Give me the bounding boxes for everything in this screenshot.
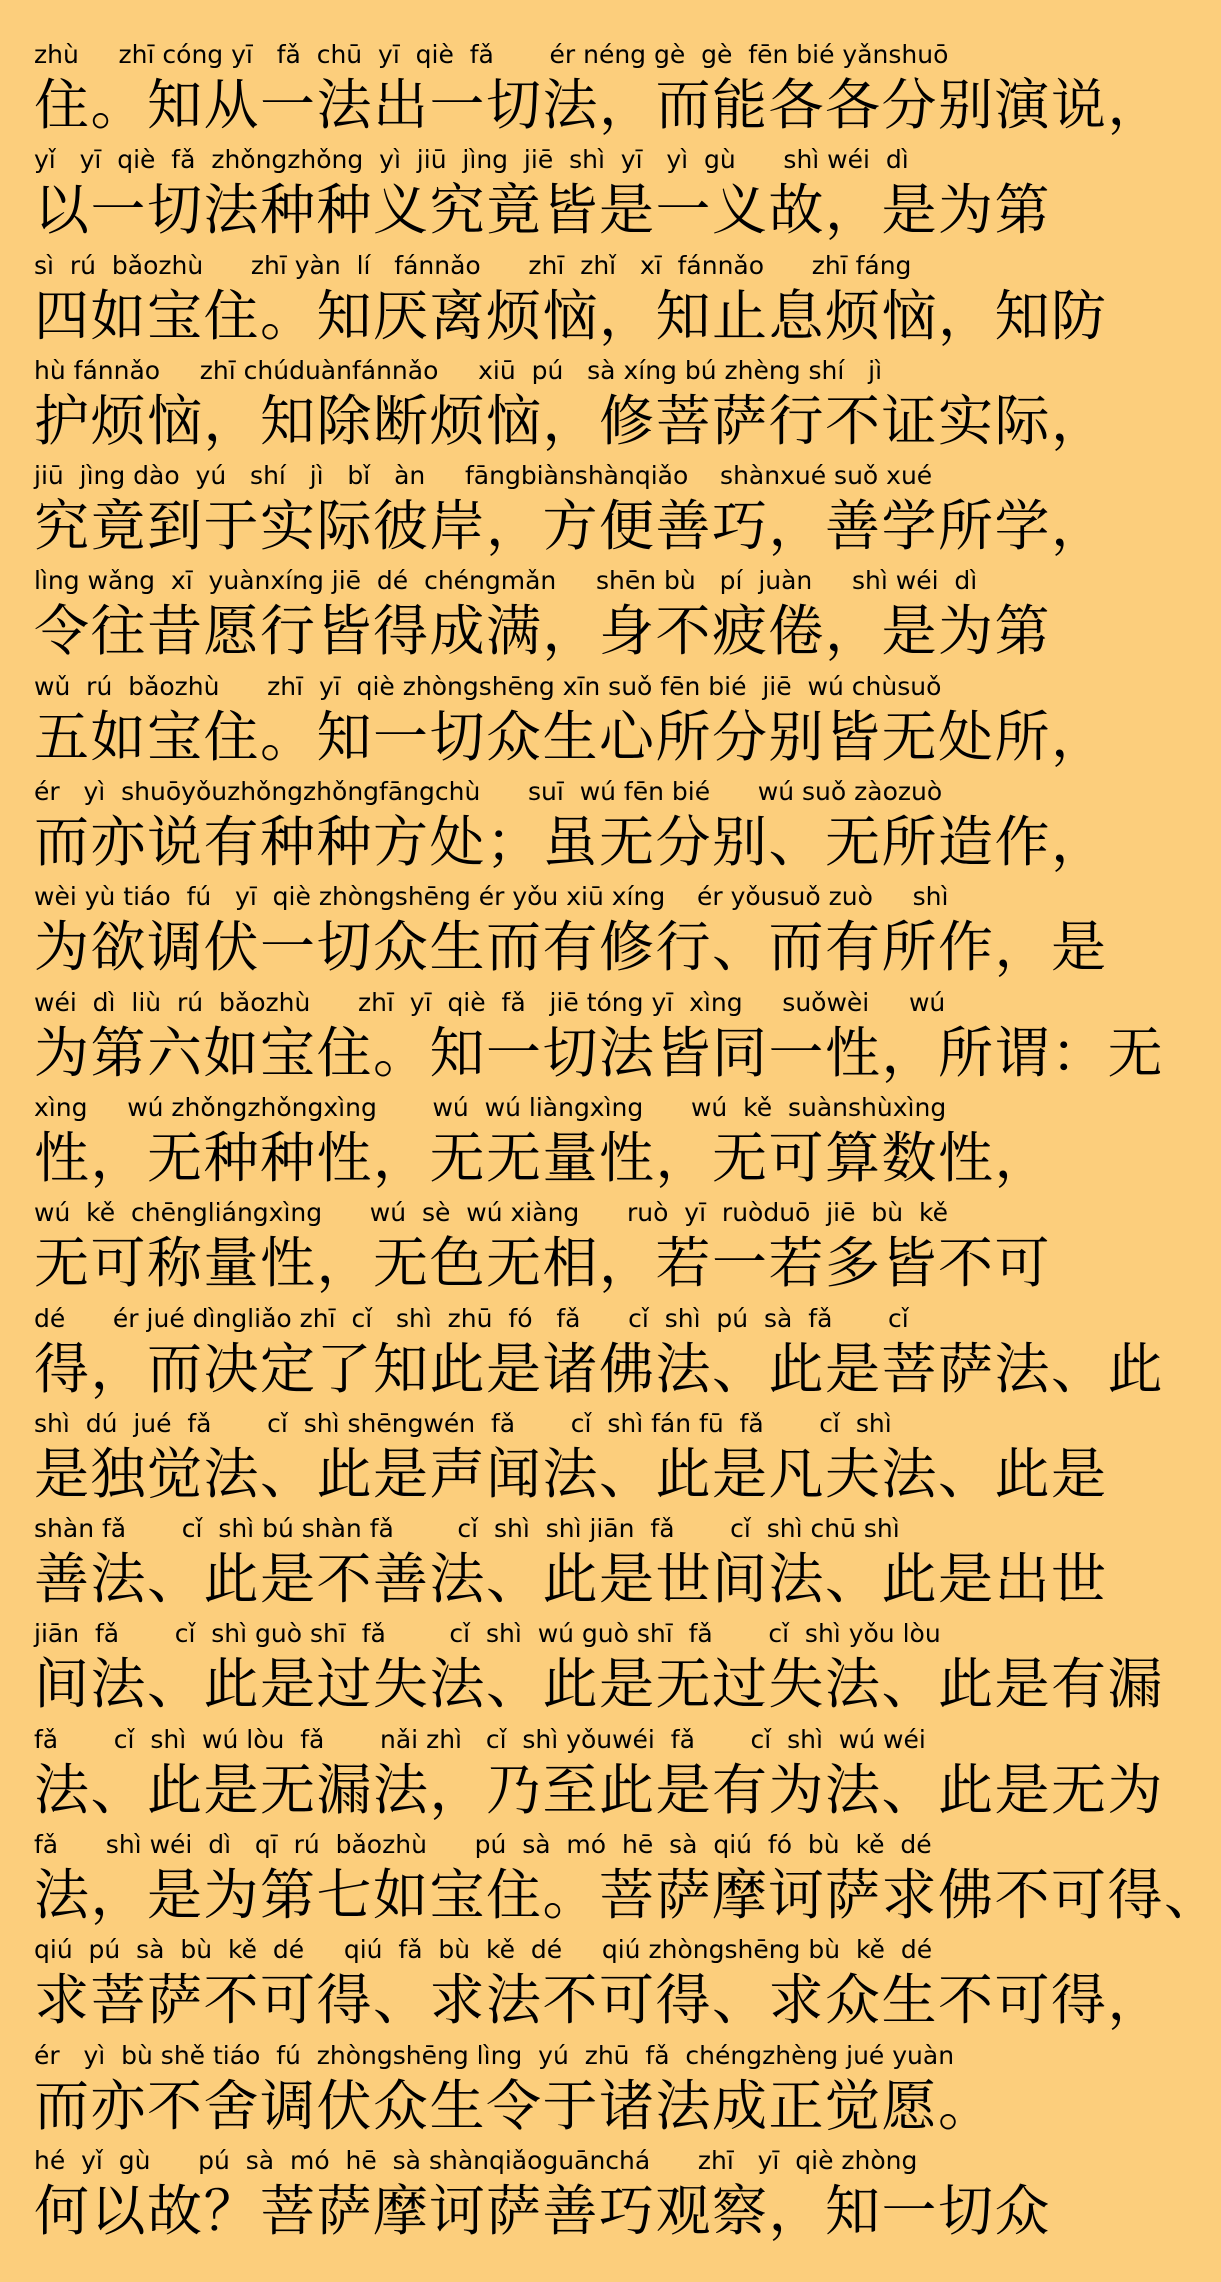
pinyin-line: wǔ rú bǎozhù zhī yī qiè zhòngshēng xīn suǒ fēn bié jiē wú chùsuǒ — [34, 671, 942, 701]
text-line-17 — [34, 1723, 1165, 1828]
hanzi-line: 究竟到于实际彼岸，方便善巧，善学所学， — [34, 494, 1108, 559]
pinyin-line: wéi dì liù rú bǎozhù zhī yī qiè fǎ jiē tóng yī xìng suǒwèi wú — [34, 987, 946, 1017]
hanzi-line: 为第六如宝住。知一切法皆同一性，所谓：无 — [34, 1020, 1165, 1085]
text-line-21 — [34, 2144, 1050, 2249]
pinyin-line: lìng wǎng xī yuànxíng jiē dé chéngmǎn shēn bù pí juàn shì wéi dì — [34, 566, 978, 596]
text-line-1 — [34, 38, 1165, 143]
text-line-2 — [34, 143, 1050, 248]
hanzi-line: 求菩萨不可得、求法不可得、求众生不可得， — [34, 1968, 1165, 2033]
hanzi-line: 而亦不舍调伏众生令于诸法成正觉愿。 — [34, 2073, 995, 2138]
hanzi-line: 住。知从一法出一切法，而能各各分别演说， — [34, 73, 1165, 137]
text-line-9 — [34, 880, 1108, 985]
text-line-13 — [34, 1302, 1165, 1407]
text-line-10 — [34, 986, 1165, 1091]
hanzi-line: 而亦说有种种方处；虽无分别、无所造作， — [34, 810, 1108, 875]
hanzi-line: 善法、此是不善法、此是世间法、此是出世 — [34, 1547, 1108, 1612]
hanzi-line: 为欲调伏一切众生而有修行、而有所作，是 — [34, 915, 1108, 980]
hanzi-line: 护烦恼，知除断烦恼，修菩萨行不证实际， — [34, 388, 1108, 453]
pinyin-line: dé ér jué dìngliǎo zhī cǐ shì zhū fó fǎ cǐ shì pú sà fǎ cǐ — [34, 1303, 909, 1333]
pinyin-line: zhù zhī cóng yī fǎ chū yī qiè fǎ ér néng gè gè fēn bié yǎnshuō — [34, 40, 949, 69]
pinyin-line: shàn fǎ cǐ shì bú shàn fǎ cǐ shì shì jiān fǎ cǐ shì chū shì — [34, 1514, 900, 1544]
pinyin-line: shì dú jué fǎ cǐ shì shēngwén fǎ cǐ shì fán fū fǎ cǐ shì — [34, 1408, 892, 1438]
text-line-6 — [34, 564, 1050, 669]
text-line-8 — [34, 775, 1108, 880]
pinyin-line: qiú pú sà bù kě dé qiú fǎ bù kě dé qiú zhòngshēng bù kě dé — [34, 1935, 933, 1965]
text-line-15 — [34, 1512, 1108, 1617]
hanzi-line: 令往昔愿行皆得成满，身不疲倦，是为第 — [34, 599, 1052, 664]
pinyin-line: hé yǐ gù pú sà mó hē sà shànqiǎoguānchá zhī yī qiè zhòng — [34, 2145, 918, 2175]
pinyin-line: wèi yù tiáo fú yī qiè zhòngshēng ér yǒu xiū xíng ér yǒusuǒ zuò shì — [34, 882, 949, 912]
hanzi-line: 法，是为第七如宝住。菩萨摩诃萨求佛不可得、 — [34, 1863, 1221, 1928]
pinyin-line: jiān fǎ cǐ shì guò shī fǎ cǐ shì wú guò shī fǎ cǐ shì yǒu lòu — [34, 1619, 941, 1649]
text-line-5 — [34, 459, 1108, 564]
text-line-16 — [34, 1617, 1165, 1722]
text-line-3 — [34, 249, 1108, 354]
pinyin-line: sì rú bǎozhù zhī yàn lí fánnǎo zhī zhǐ xī fánnǎo zhī fáng — [34, 250, 912, 280]
pinyin-line: xìng wú zhǒngzhǒngxìng wú wú liàngxìng wú kě suànshùxìng — [34, 1092, 947, 1122]
hanzi-line: 何以故？菩萨摩诃萨善巧观察，知一切众 — [34, 2178, 1052, 2243]
hanzi-line: 以一切法种种义究竟皆是一义故，是为第 — [34, 178, 1052, 243]
pinyin-line: yǐ yī qiè fǎ zhǒngzhǒng yì jiū jìng jiē shì yī yì gù shì wéi dì — [34, 145, 909, 175]
pinyin-line: ér yì bù shě tiáo fú zhòngshēng lìng yú zhū fǎ chéngzhèng jué yuàn — [34, 2040, 955, 2070]
text-line-11 — [34, 1091, 1050, 1196]
pinyin-line: wú kě chēngliángxìng wú sè wú xiàng ruò yī ruòduō jiē bù kě — [34, 1198, 948, 1228]
text-line-7 — [34, 670, 1108, 775]
hanzi-line: 间法、此是过失法、此是无过失法、此是有漏 — [34, 1652, 1165, 1717]
hanzi-line: 五如宝住。知一切众生心所分别皆无处所， — [34, 704, 1108, 769]
pinyin-line: jiū jìng dào yú shí jì bǐ àn fāngbiànshànqiǎo shànxué suǒ xué — [34, 461, 933, 491]
text-line-4 — [34, 354, 1108, 459]
pinyin-line: fǎ shì wéi dì qī rú bǎozhù pú sà mó hē sà qiú fó bù kě dé — [34, 1830, 932, 1860]
scripture-text — [34, 38, 1221, 2249]
text-line-20 — [34, 2039, 1050, 2144]
pinyin-line: ér yì shuōyǒuzhǒngzhǒngfāngchù suī wú fēn bié wú suǒ zàozuò — [34, 777, 943, 807]
hanzi-line: 得，而决定了知此是诸佛法、此是菩萨法、此 — [34, 1336, 1165, 1401]
text-line-12 — [34, 1196, 1050, 1301]
hanzi-line: 无可称量性，无色无相，若一若多皆不可 — [34, 1231, 1052, 1296]
text-line-18 — [34, 1828, 1221, 1933]
hanzi-line: 四如宝住。知厌离烦恼，知止息烦恼，知防 — [34, 283, 1108, 348]
hanzi-line: 法、此是无漏法，乃至此是有为法、此是无为 — [34, 1757, 1165, 1822]
pinyin-line: hù fánnǎo zhī chúduànfánnǎo xiū pú sà xíng bú zhèng shí jì — [34, 355, 883, 385]
text-line-14 — [34, 1407, 1108, 1512]
hanzi-line: 是独觉法、此是声闻法、此是凡夫法、此是 — [34, 1441, 1108, 1506]
pinyin-line: fǎ cǐ shì wú lòu fǎ nǎi zhì cǐ shì yǒuwéi fǎ cǐ shì wú wéi — [34, 1724, 926, 1754]
text-line-19 — [34, 1933, 1165, 2038]
hanzi-line: 性，无种种性，无无量性，无可算数性， — [34, 1125, 1052, 1190]
